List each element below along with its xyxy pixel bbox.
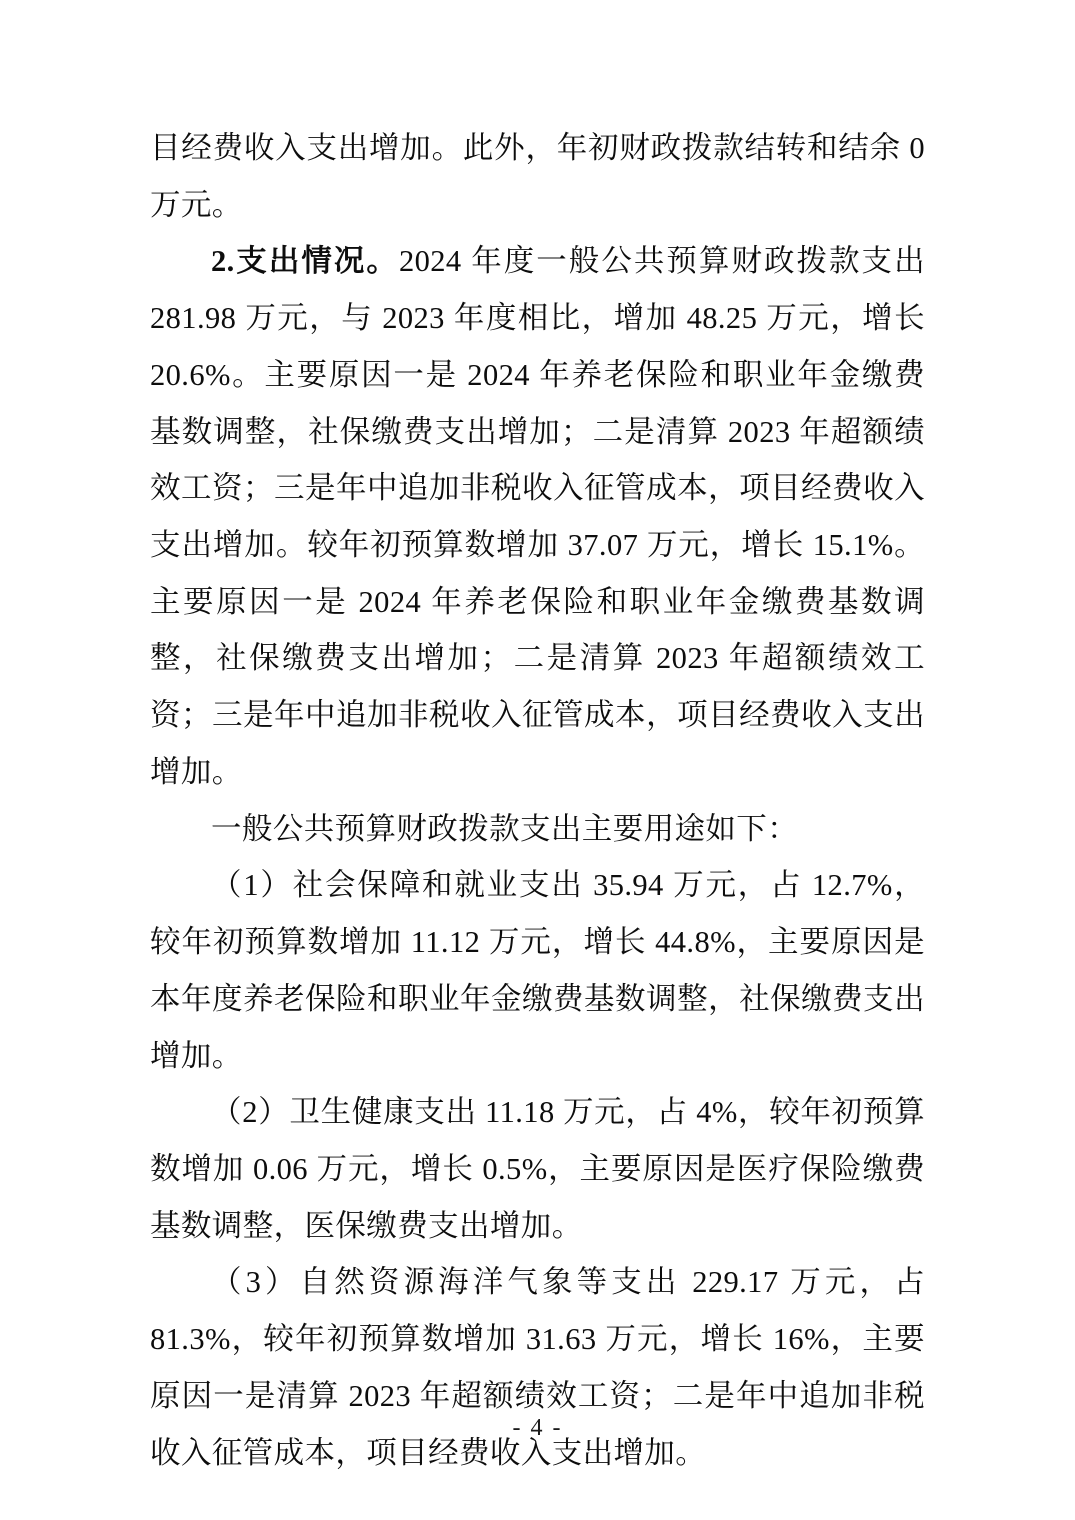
paragraph-continuation: 目经费收入支出增加。此外，年初财政拨款结转和结余 0 万元。: [150, 131, 925, 222]
paragraph-item-2-health: （2）卫生健康支出 11.18 万元，占 4%，较年初预算数增加 0.06 万元，增长 0.5%，主要原因是医疗保险缴费基数调整，医保缴费支出增加。: [150, 1095, 925, 1243]
paragraph-expenditure-text: 2024 年度一般公共预算财政拨款支出 281.98 万元，与 2023 年度相比，增加 48.25 万元，增长 20.6%。主要原因一是 2024 年养老保险和职业年金缴费基数调整，社保缴费支出增加；二是清算 2023 年超额绩效工资；三是年中追加非税收入征管成本，项目经费收入支出增加。较年初预算数增加 37.07 万元，增长 15.1%。主要原因一是 2024 年养老保险和职业年金缴费基数调整，社保缴费支出增加；二是清算 2023 年超额绩效工资；三是年中追加非税收入征管成本，项目经费收入支出增加。: [150, 244, 925, 789]
section-heading-expenditure: 2.支出情况。: [211, 244, 399, 279]
paragraph-expenditure-overview: [150, 233, 925, 800]
paragraph-item-3-natural-resources: （3）自然资源海洋气象等支出 229.17 万元，占 81.3%，较年初预算数增加 31.63 万元，增长 16%，主要原因一是清算 2023 年超额绩效工资；二是年中追加非税收入征管成本，项目经费收入支出增加。: [150, 1265, 925, 1470]
paragraph-usage-intro: 一般公共预算财政拨款支出主要用途如下：: [211, 811, 799, 846]
document-body: [150, 120, 925, 1481]
paragraph-item-1-social-security: （1）社会保障和就业支出 35.94 万元，占 12.7%，较年初预算数增加 11.12 万元，增长 44.8%，主要原因是本年度养老保险和职业年金缴费基数调整，社保缴费支出增加。: [150, 868, 925, 1073]
page-number: - 4 -: [512, 1415, 563, 1441]
